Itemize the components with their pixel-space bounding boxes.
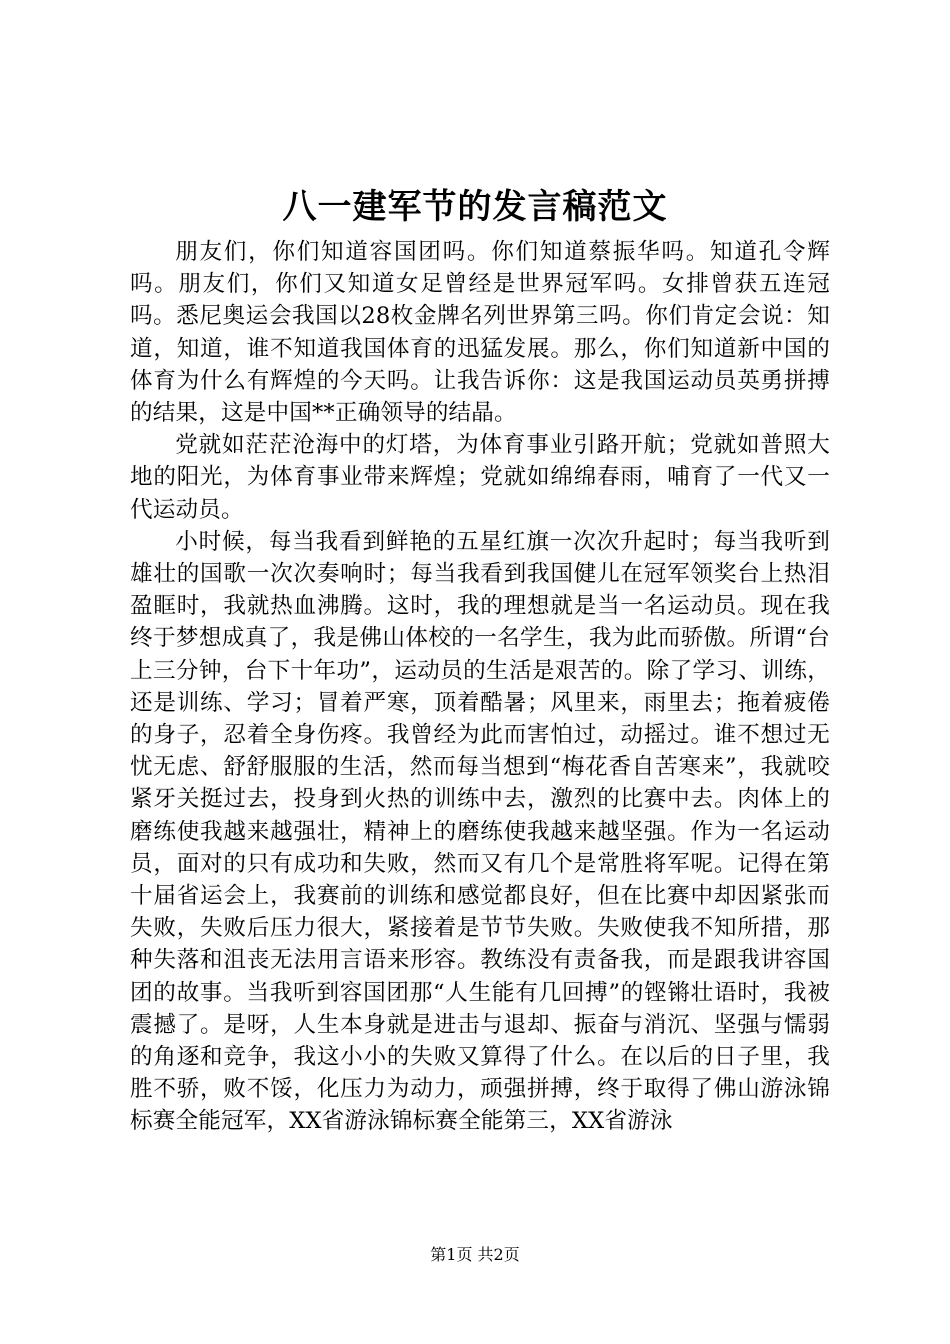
paragraph-3: 小时候，每当我看到鲜艳的五星红旗一次次升起时；每当我听到雄壮的国歌一次次奏响时；每当我看到我国健儿在冠军领奖台上热泪盈眶时，我就热血沸腾。这时，我的理想就是当一名运动员。现在我终于梦想成真了，我是佛山体校的一名学生，我为此而骄傲。所谓“台上三分钟，台下十年功”，运动员的生活是艰苦的。除了学习、训练，还是训练、学习；冒着严寒，顶着酷暑；风里来，雨里去；拖着疲倦的身子，忍着全身伤疼。我曾经为此而害怕过，动摇过。谁不想过无忧无虑、舒舒服服的生活，然而每当想到“梅花香自苦寒来”，我就咬紧牙关挺过去，投身到火热的训练中去，激烈的比赛中去。肉体上的磨练使我越来越强壮，精神上的磨练使我越来越坚强。作为一名运动员，面对的只有成功和失败，然而又有几个是常胜将军呢。记得在第十届省运会上，我赛前的训练和感觉都良好，但在比赛中却因紧张而失败，失败后压力很大，紧接着是节节失败。失败使我不知所措，那种失落和沮丧无法用言语来形容。教练没有责备我，而是跟我讲容国团的故事。当我听到容国团那“人生能有几回搏”的铿锵壮语时，我被震撼了。是呀，人生本身就是进击与退却、振奋与消沉、坚强与懦弱的角逐和竞争，我这小小的失败又算得了什么。在以后的日子里，我胜不骄，败不馁，化压力为动力，顽强拼搏，终于取得了佛山游泳锦标赛全能冠军，XX省游泳锦标赛全能第三，XX省游泳: [130, 528, 830, 1135]
page-number-footer: 第1页 共2页: [430, 1245, 520, 1264]
paragraph-2: 党就如茫茫沧海中的灯塔，为体育事业引路开航；党就如普照大地的阳光，为体育事业带来辉煌；党就如绵绵春雨，哺育了一代又一代运动员。: [130, 432, 830, 523]
paragraph-1: 朋友们，你们知道容国团吗。你们知道蔡振华吗。知道孔令辉吗。朋友们，你们又知道女足曾经是世界冠军吗。女排曾获五连冠吗。悉尼奥运会我国以28枚金牌名列世界第三吗。你们肯定会说：知道，知道，谁不知道我国体育的迅猛发展。那么，你们知道新中国的体育为什么有辉煌的今天吗。让我告诉你：这是我国运动员英勇拼搏的结果，这是中国**正确领导的结晶。: [130, 239, 830, 427]
document-body: [130, 236, 830, 1138]
document-title: 八一建军节的发言稿范文: [282, 187, 668, 227]
